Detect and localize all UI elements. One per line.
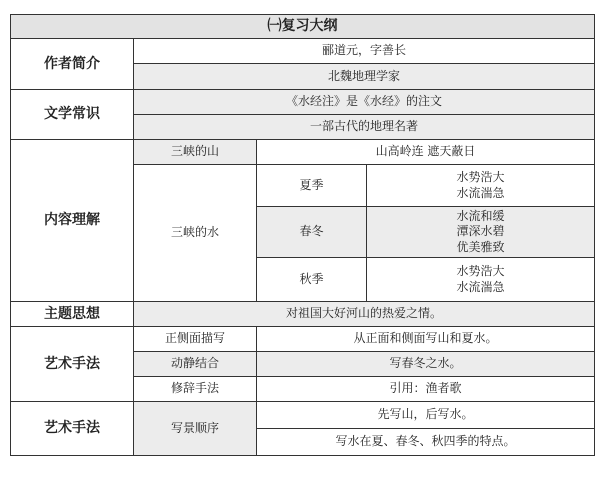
- autumn-desc: [367, 258, 595, 302]
- technique-3: 修辞手法: [134, 377, 257, 402]
- season-summer: 夏季: [257, 165, 367, 207]
- mountain-desc: 山高岭连 遮天蔽日: [257, 140, 595, 165]
- technique-2-desc: 写春冬之水。: [257, 352, 595, 377]
- spring-winter-desc: [367, 207, 595, 258]
- literature-label: 文学常识: [11, 90, 134, 140]
- autumn-line-2: 水流湍急: [456, 279, 505, 294]
- art-label-2: 艺术手法: [11, 402, 134, 456]
- season-spring-winter: 春冬: [257, 207, 367, 258]
- spring-winter-line-2: 潭深水碧: [456, 224, 505, 239]
- spring-winter-line-1: 水流和缓: [456, 208, 505, 223]
- summer-line-1: 水势浩大: [456, 169, 505, 184]
- author-identity: 北魏地理学家: [134, 64, 595, 90]
- technique-3-desc: 引用：渔者歌: [257, 377, 595, 402]
- content-label: 内容理解: [11, 140, 134, 302]
- technique-order: 写景顺序: [134, 402, 257, 456]
- order-desc-2: 写水在夏、春冬、秋四季的特点。: [257, 429, 595, 456]
- summer-desc: [367, 165, 595, 207]
- technique-1: 正侧面描写: [134, 327, 257, 352]
- review-outline-table: [10, 14, 595, 456]
- literature-note-2: 一部古代的地理名著: [134, 115, 595, 140]
- season-autumn: 秋季: [257, 258, 367, 302]
- author-name: 郦道元，字善长: [134, 39, 595, 64]
- mountain-label: 三峡的山: [134, 140, 257, 165]
- order-desc-1: 先写山，后写水。: [257, 402, 595, 429]
- author-label: 作者简介: [11, 39, 134, 90]
- technique-1-desc: 从正面和侧面写山和夏水。: [257, 327, 595, 352]
- summer-line-2: 水流湍急: [456, 185, 505, 200]
- literature-note-1: 《水经注》是《水经》的注文: [134, 90, 595, 115]
- water-label: 三峡的水: [134, 165, 257, 302]
- technique-2: 动静结合: [134, 352, 257, 377]
- autumn-line-1: 水势浩大: [456, 263, 505, 278]
- spring-winter-line-3: 优美雅致: [456, 239, 505, 254]
- theme-text: 对祖国大好河山的热爱之情。: [134, 302, 595, 327]
- outline-title: ㈠复习大纲: [11, 15, 595, 39]
- art-label-1: 艺术手法: [11, 327, 134, 402]
- theme-label: 主题思想: [11, 302, 134, 327]
